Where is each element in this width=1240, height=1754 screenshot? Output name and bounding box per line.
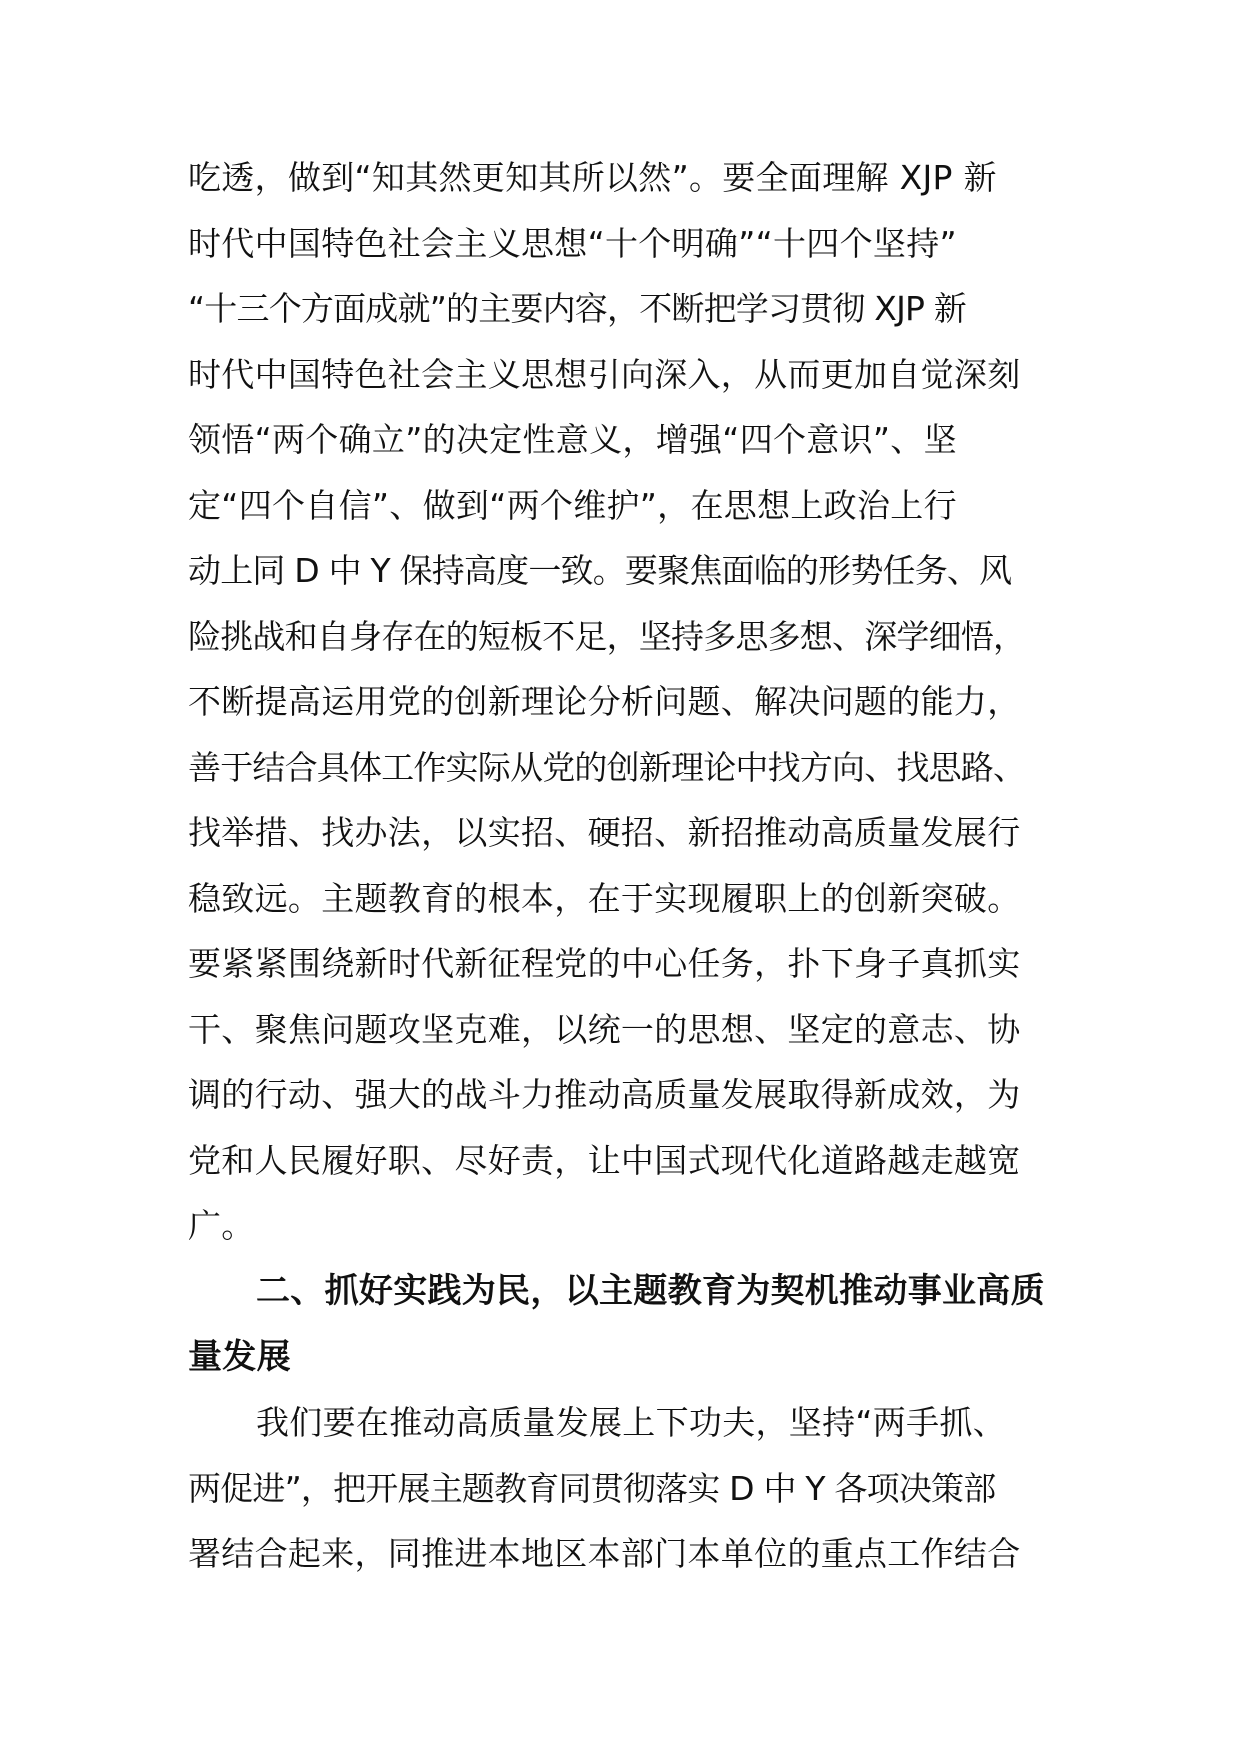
paragraph-line: 要紧紧围绕新时代新征程党的中心任务，扑下身子真抓实 — [188, 944, 1021, 983]
paragraph-line: 干、聚焦问题攻坚克难，以统一的思想、坚定的意志、协 — [188, 1009, 1021, 1049]
heading-line: 二、抓好实践为民，以主题教育为契机推动事业高质 — [256, 1272, 1045, 1310]
paragraph-line: “十三个方面成就”的主要内容，不断把学习贯彻 XJP 新 — [188, 289, 967, 328]
section-heading-2 — [188, 1259, 1068, 1390]
paragraph-line: 动上同 D 中 Y 保持高度一致。要聚焦面临的形势任务、风 — [188, 551, 1012, 590]
paragraph-line: 找举措、找办法，以实招、硬招、新招推动高质量发展行 — [188, 813, 1021, 852]
paragraph-line: 调的行动、强大的战斗力推动高质量发展取得新成效，为 — [188, 1075, 1021, 1114]
paragraph-line: 党和人民履好职、尽好责，让中国式现代化道路越走越宽 — [188, 1140, 1021, 1180]
body-paragraph-2 — [188, 1390, 1068, 1587]
paragraph-line: 广。 — [188, 1206, 255, 1245]
paragraph-line: 不断提高运用党的创新理论分析问题、解决问题的能力， — [188, 682, 1021, 721]
paragraph-line: 我们要在推动高质量发展上下功夫，坚持“两手抓、 — [256, 1403, 1006, 1442]
paragraph-line: 时代中国特色社会主义思想“十个明确”“十四个坚持” — [188, 223, 957, 263]
paragraph-line: 领悟“两个确立”的决定性意义，增强“四个意识”、坚 — [188, 420, 957, 459]
paragraph-line: 险挑战和自身存在的短板不足，坚持多思多想、深学细悟， — [188, 616, 1026, 656]
paragraph-line: 署结合起来，同推进本地区本部门本单位的重点工作结合 — [188, 1534, 1021, 1573]
paragraph-line: 时代中国特色社会主义思想引向深入，从而更加自觉深刻 — [188, 354, 1021, 394]
paragraph-line: 稳致远。主题教育的根本，在于实现履职上的创新突破。 — [188, 878, 1021, 918]
paragraph-line: 定“四个自信”、做到“两个维护”，在思想上政治上行 — [188, 485, 957, 525]
body-paragraph-1 — [188, 145, 1068, 1259]
paragraph-line: 善于结合具体工作实际从党的创新理论中找方向、找思路、 — [188, 747, 1026, 787]
paragraph-line: 两促进”，把开展主题教育同贯彻落实 D 中 Y 各项决策部 — [188, 1468, 996, 1508]
paragraph-line: 吃透，做到“知其然更知其所以然”。要全面理解 XJP 新 — [188, 158, 997, 197]
heading-line: 量发展 — [188, 1337, 291, 1376]
